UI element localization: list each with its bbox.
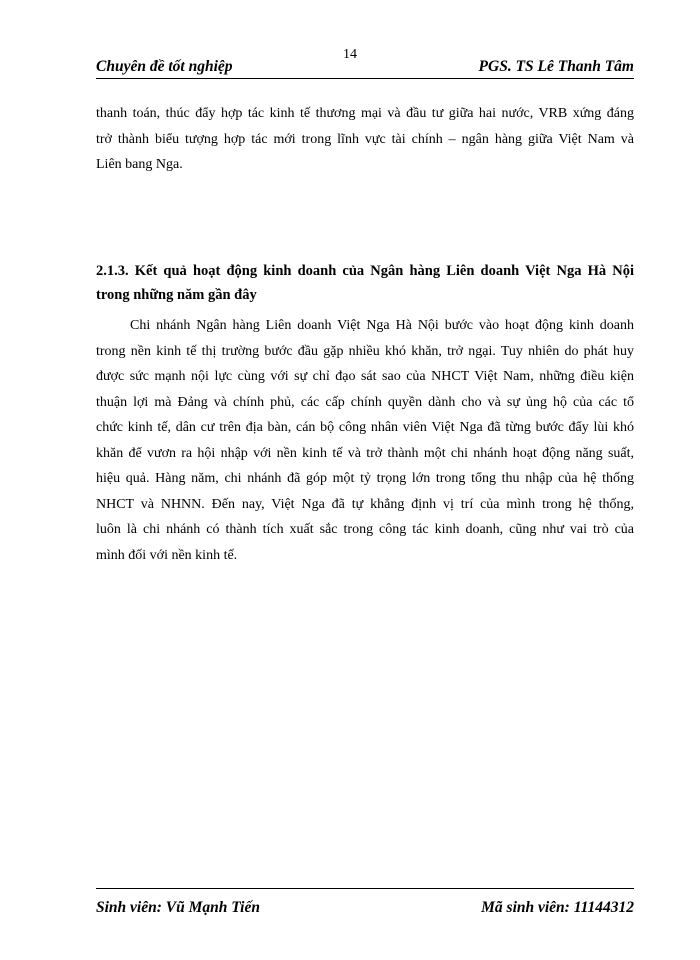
paragraph-line: Chi nhánh Ngân hàng Liên doanh Việt Nga Hà Nội bước vào hoạt động kinh doanh	[130, 318, 634, 333]
paragraph-line: chức kinh tế, dân cư trên địa bàn, cán bộ công nhân viên Việt Nga đã từng bước đẩy lùi khó	[96, 420, 634, 435]
paragraph-line: luôn là chi nhánh có thành tích xuất sắc trong công tác kinh doanh, cũng như vai trò của	[96, 522, 634, 537]
paragraph-line: thanh toán, thúc đẩy hợp tác kinh tế thương mại và đầu tư giữa hai nước, VRB xứng đáng	[96, 106, 634, 121]
heading-line: trong những năm gần đây	[96, 287, 257, 303]
paragraph-line: Liên bang Nga.	[96, 157, 183, 172]
paragraph-line: mình đối với nền kinh tế.	[96, 547, 238, 563]
paragraph-line: NHCT và NHNN. Đến nay, Việt Nga đã tự khẳng định vị trí của mình trong hệ thống,	[96, 496, 634, 512]
paragraph-line: được sức mạnh nội lực cùng với sự chỉ đạo sát sao của NHCT Việt Nam, những điều kiện	[96, 369, 634, 384]
page-header	[96, 58, 634, 79]
heading-line: 2.1.3. Kết quả hoạt động kinh doanh của Ngân hàng Liên doanh Việt Nga Hà Nội	[96, 263, 634, 279]
footer-student-name: Sinh viên: Vũ Mạnh Tiến	[96, 899, 260, 916]
body-paragraph	[96, 313, 634, 568]
footer-student-id: Mã sinh viên: 11144312	[481, 899, 634, 916]
paragraph-line: thuận lợi mà Đảng và chính phủ, các cấp chính quyền dành cho và sự ủng hộ của các tổ	[96, 394, 634, 410]
page-footer	[96, 888, 634, 923]
paragraph-line: trong nền kinh tế thị trường bước đầu gặp nhiều khó khăn, trở ngại. Tuy nhiên do phát huy	[96, 343, 634, 359]
section-heading	[96, 259, 634, 307]
intro-paragraph	[96, 101, 634, 178]
paragraph-line: hiệu quả. Hàng năm, chi nhánh đã góp một tỷ trọng lớn trong tổng thu nhập của hệ thống	[96, 471, 634, 486]
paragraph-line: trở thành biểu tượng hợp tác mới trong lĩnh vực tài chính – ngân hàng giữa Việt Nam và	[96, 131, 634, 147]
page-number: 14	[343, 47, 357, 62]
header-supervisor: PGS. TS Lê Thanh Tâm	[478, 58, 634, 75]
header-document-title: Chuyên đề tốt nghiệp	[96, 58, 233, 75]
paragraph-line: khăn để vươn ra hội nhập với nền kinh tế và trở thành một chi nhánh hoạt động năng suất,	[96, 445, 634, 461]
